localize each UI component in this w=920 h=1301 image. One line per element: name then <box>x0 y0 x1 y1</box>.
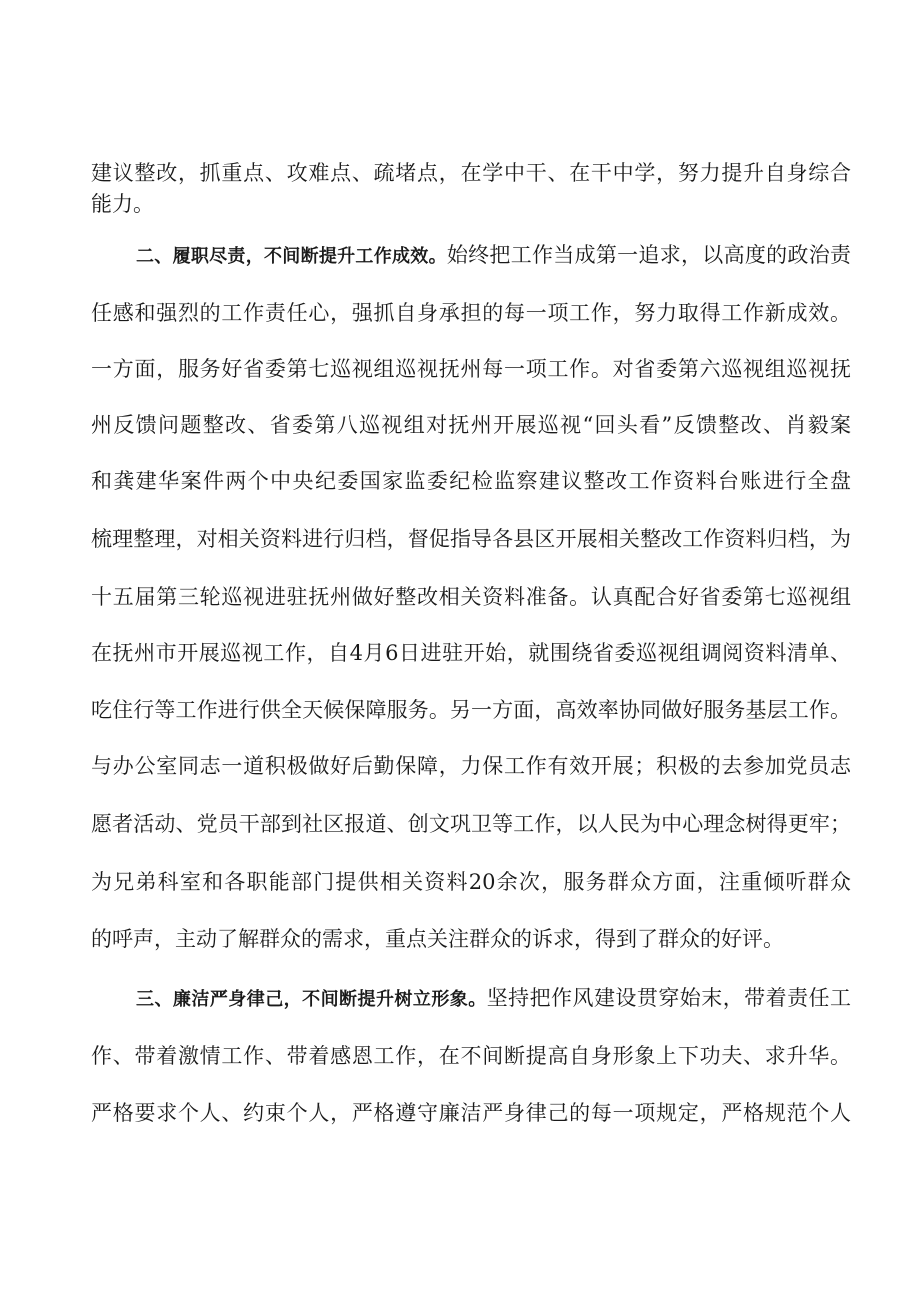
section2-line: 为兄弟科室和各职能部门提供相关资料20余次，服务群众方面，注重倾听群众 <box>91 870 851 894</box>
section2-line: 与办公室同志一道积极做好后勤保障，力保工作有效开展；积极的去参加党员志 <box>91 754 851 778</box>
section2-first-line-text: 始终把工作当成第一追求，以高度的政治责 <box>446 243 852 267</box>
section3-heading: 三、廉洁严身律己，不间断提升树立形象。 <box>136 989 487 1010</box>
section2-line: 和龚建华案件两个中央纪委国家监委纪检监察建议整改工作资料台账进行全盘 <box>91 469 851 493</box>
section3-first-line-text: 坚持把作风建设贯穿始末，带着责任工 <box>486 986 852 1010</box>
section3-line: 作、带着激情工作、带着感恩工作，在不间断提高自身形象上下功夫、求升华。 <box>91 1044 851 1068</box>
section2-line: 州反馈问题整改、省委第八巡视组对抚州开展巡视“回头看”反馈整改、肖毅案 <box>91 413 851 437</box>
section3-first-line <box>136 985 851 1013</box>
section2-line: 一方面，服务好省委第七巡视组巡视抚州每一项工作。对省委第六巡视组巡视抚 <box>91 357 851 381</box>
intro-line-1: 建议整改，抓重点、攻难点、疏堵点，在学中干、在干中学，努力提升自身综合 <box>91 161 851 185</box>
section2-line: 在抚州市开展巡视工作，自4月6日进驻开始，就围绕省委巡视组调阅资料清单、 <box>91 641 851 665</box>
section2-line: 梳理整理，对相关资料进行归档，督促指导各县区开展相关整改工作资料归档，为 <box>91 527 851 551</box>
section2-line: 任感和强烈的工作责任心，强抓自身承担的每一项工作，努力取得工作新成效。 <box>91 301 851 325</box>
intro-line-2: 能力。 <box>91 192 154 216</box>
section2-line: 十五届第三轮巡视进驻抚州做好整改相关资料准备。认真配合好省委第七巡视组 <box>91 585 851 609</box>
section2-line: 的呼声，主动了解群众的需求，重点关注群众的诉求，得到了群众的好评。 <box>91 927 784 951</box>
section3-line: 严格要求个人、约束个人，严格遵守廉洁严身律己的每一项规定，严格规范个人 <box>91 1101 851 1125</box>
section2-heading: 二、履职尽责，不间断提升工作成效。 <box>136 246 447 267</box>
section2-line: 吃住行等工作进行供全天候保障服务。另一方面，高效率协同做好服务基层工作。 <box>91 698 851 722</box>
section2-first-line <box>136 242 851 270</box>
section2-line: 愿者活动、党员干部到社区报道、创文巩卫等工作，以人民为中心理念树得更牢； <box>91 812 851 836</box>
